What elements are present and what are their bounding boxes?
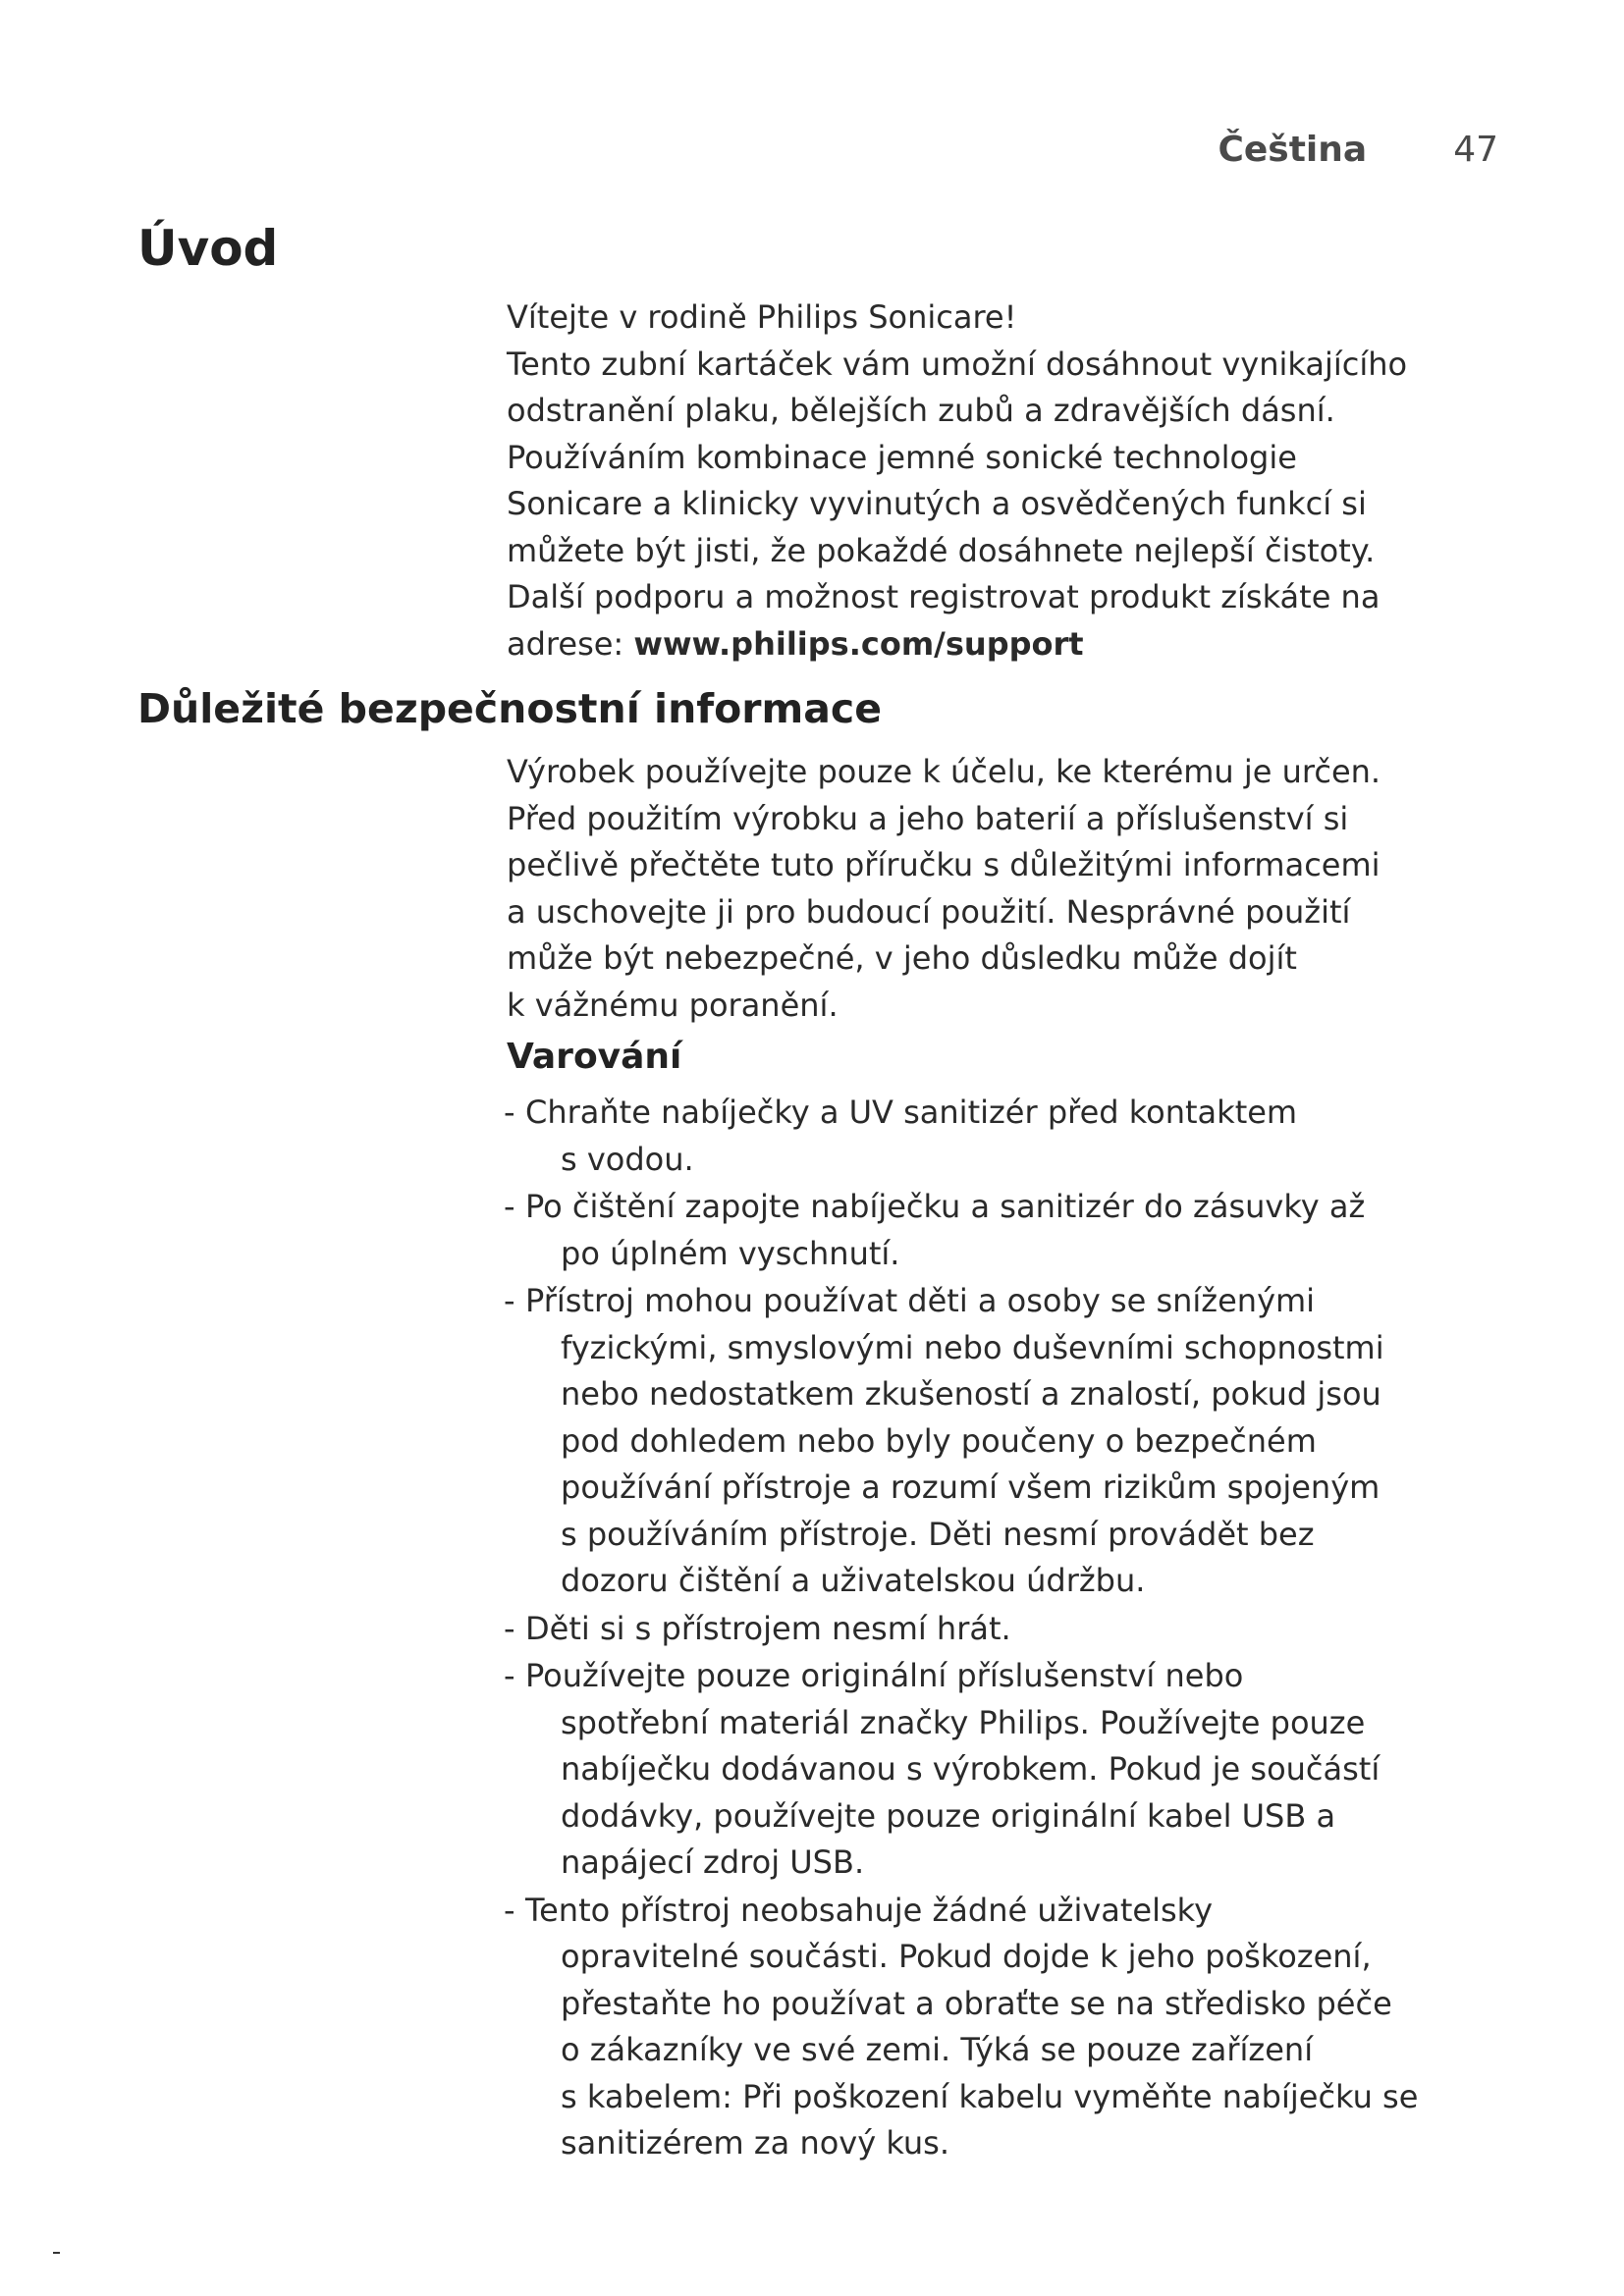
intro-text bbox=[507, 294, 1407, 667]
warning-line: pod dohledem nebo byly poučeny o bezpečném bbox=[561, 1421, 1317, 1460]
warning-line: Tento přístroj neobsahuje žádné uživatelsky bbox=[525, 1891, 1213, 1929]
warning-line: Po čištění zapojte nabíječku a sanitizér do zásuvky až bbox=[525, 1188, 1366, 1225]
safety-line: k vážnému poranění. bbox=[507, 986, 839, 1024]
warning-item bbox=[504, 1653, 1418, 1887]
support-link[interactable]: www.philips.com/support bbox=[633, 624, 1084, 663]
warning-list bbox=[504, 1090, 1418, 2168]
warning-line: nabíječku dodávanou s výrobkem. Pokud je součástí bbox=[561, 1750, 1380, 1788]
safety-text bbox=[507, 749, 1380, 1029]
safety-heading: Důležité bezpečnostní informace bbox=[137, 685, 882, 732]
page-number: 47 bbox=[1453, 130, 1498, 170]
warning-item bbox=[504, 1090, 1418, 1183]
intro-line: můžete být jisti, že pokaždé dosáhnete nejlepší čistoty. bbox=[507, 531, 1376, 569]
warning-line: Děti si s přístrojem nesmí hrát. bbox=[525, 1609, 1011, 1647]
language-label: Čeština bbox=[1218, 130, 1368, 170]
page-header bbox=[1218, 130, 1498, 170]
bullet-marker: - bbox=[504, 1094, 515, 1131]
safety-line: pečlivě přečtěte tuto příručku s důležitými informacemi bbox=[507, 846, 1380, 883]
warning-line: s vodou. bbox=[561, 1140, 694, 1178]
warning-line: sanitizérem za nový kus. bbox=[561, 2124, 950, 2162]
warning-item bbox=[504, 1278, 1418, 1605]
safety-line: a uschovejte ji pro budoucí použití. Nesprávné použití bbox=[507, 892, 1351, 931]
intro-heading: Úvod bbox=[137, 220, 279, 277]
intro-line: Tento zubní kartáček vám umožní dosáhnout vynikajícího bbox=[507, 345, 1408, 383]
warning-line: fyzickými, smyslovými nebo duševními schopnostmi bbox=[561, 1328, 1384, 1366]
warning-heading: Varování bbox=[507, 1037, 682, 1077]
warning-line: Chraňte nabíječky a UV sanitizér před kontaktem bbox=[525, 1094, 1298, 1131]
intro-line: Další podporu a možnost registrovat produkt získáte na bbox=[507, 578, 1380, 615]
warning-line: opravitelné součásti. Pokud dojde k jeho poškození, bbox=[561, 1938, 1372, 1975]
warning-line: Přístroj mohou používat děti a osoby se sníženými bbox=[525, 1282, 1316, 1319]
warning-line: používání přístroje a rozumí všem rizikům spojeným bbox=[561, 1468, 1380, 1506]
address-prefix: adrese: bbox=[507, 624, 634, 663]
safety-line: může být nebezpečné, v jeho důsledku může dojít bbox=[507, 939, 1297, 977]
intro-line: Vítejte v rodině Philips Sonicare! bbox=[507, 298, 1017, 336]
warning-line: dodávky, používejte pouze originální kabel USB a bbox=[561, 1796, 1336, 1835]
warning-line: přestaňte ho používat a obraťte se na středisko péče bbox=[561, 1984, 1392, 2022]
warning-line: Používejte pouze originální příslušenství nebo bbox=[525, 1657, 1244, 1694]
safety-line: Výrobek používejte pouze k účelu, ke kterému je určen. bbox=[507, 753, 1381, 790]
warning-line: s používáním přístroje. Děti nesmí provádět bez bbox=[561, 1515, 1315, 1553]
warning-line: spotřební materiál značky Philips. Používejte pouze bbox=[561, 1703, 1366, 1741]
intro-line: Sonicare a klinicky vyvinutých a osvědčených funkcí si bbox=[507, 485, 1367, 522]
warning-line: dozoru čištění a uživatelskou údržbu. bbox=[561, 1562, 1146, 1599]
intro-address-line bbox=[507, 621, 1407, 668]
warning-line: s kabelem: Při poškození kabelu vyměňte nabíječku se bbox=[561, 2077, 1419, 2115]
bullet-marker: - bbox=[504, 1188, 515, 1225]
corner-mark bbox=[53, 2252, 60, 2254]
warning-item bbox=[504, 1888, 1418, 2167]
warning-line: po úplném vyschnutí. bbox=[561, 1234, 900, 1272]
warning-item bbox=[504, 1606, 1418, 1653]
bullet-marker: - bbox=[504, 1609, 515, 1647]
bullet-marker: - bbox=[504, 1282, 515, 1319]
warning-line: nebo nedostatkem zkušeností a znalostí, pokud jsou bbox=[561, 1375, 1381, 1413]
safety-line: Před použitím výrobku a jeho baterií a příslušenství si bbox=[507, 799, 1349, 837]
warning-line: o zákazníky ve své zemi. Týká se pouze zařízení bbox=[561, 2031, 1314, 2068]
warning-line: napájecí zdroj USB. bbox=[561, 1843, 865, 1881]
intro-line: Používáním kombinace jemné sonické technologie bbox=[507, 438, 1297, 476]
bullet-marker: - bbox=[504, 1657, 515, 1694]
intro-line: odstranění plaku, bělejších zubů a zdravějších dásní. bbox=[507, 392, 1335, 429]
bullet-marker: - bbox=[504, 1891, 515, 1929]
warning-item bbox=[504, 1184, 1418, 1277]
